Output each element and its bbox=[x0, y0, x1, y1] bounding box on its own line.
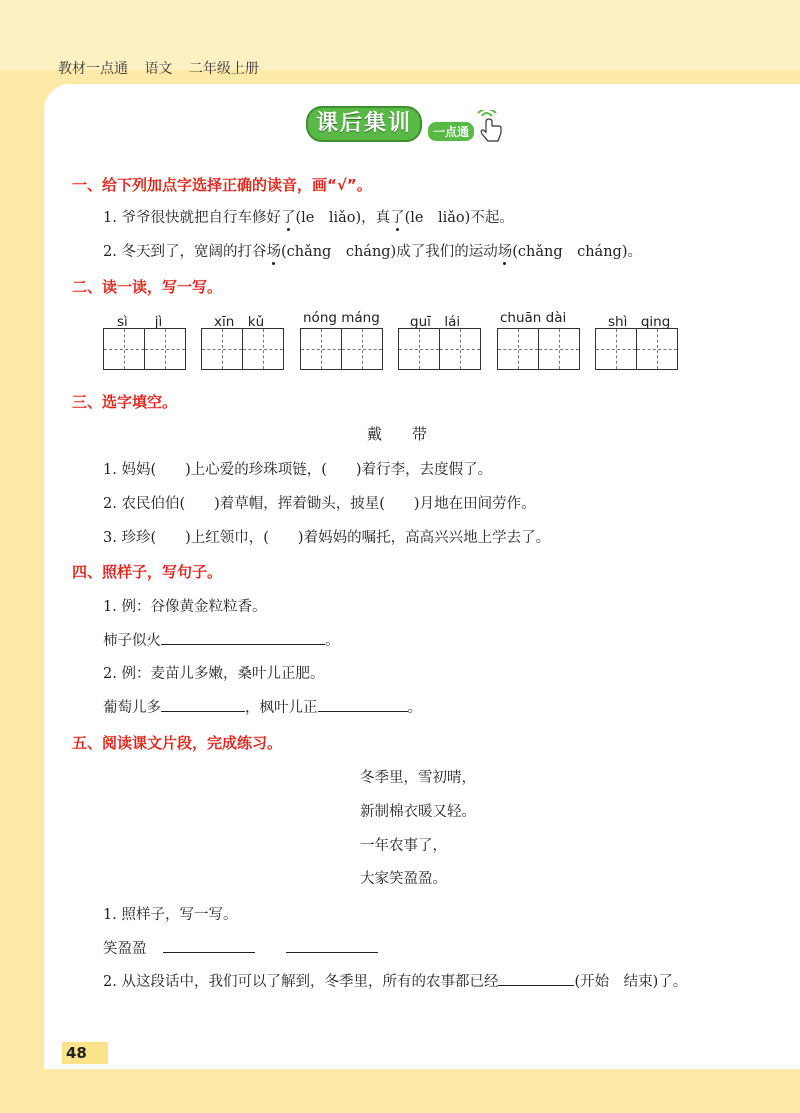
dotted-char: 场 bbox=[497, 244, 513, 260]
answer-blank[interactable] bbox=[318, 697, 408, 712]
question-1: 1. 照样子，写一写。 bbox=[103, 907, 238, 923]
pinyin-label: shì qing bbox=[608, 314, 671, 330]
writing-grid[interactable] bbox=[103, 328, 186, 370]
pinyin-label: chuān dài bbox=[500, 310, 567, 326]
answer-blank[interactable] bbox=[161, 630, 325, 645]
writing-grid[interactable] bbox=[398, 328, 481, 370]
header-book: 教材一点通 bbox=[58, 61, 128, 77]
header-grade: 二年级上册 bbox=[188, 61, 259, 77]
pinyin-label: xīn kǔ bbox=[214, 314, 265, 330]
answer-blank[interactable] bbox=[498, 971, 574, 986]
answer-suffix: 。 bbox=[407, 700, 422, 716]
item-number: 2. bbox=[103, 244, 117, 260]
example-1: 1. 例：谷像黄金粒粒香。 bbox=[103, 599, 267, 615]
section1-title: 一、给下列加点字选择正确的读音，画“√”。 bbox=[72, 176, 372, 194]
item-number: 1. bbox=[103, 210, 117, 226]
pinyin-label: sì jì bbox=[117, 314, 163, 330]
section2-title: 二、读一读，写一写。 bbox=[72, 278, 223, 296]
section3-title: 三、选字填空。 bbox=[72, 393, 178, 411]
pointing-hand-icon bbox=[476, 110, 506, 144]
answer-prefix: 葡萄儿多 bbox=[103, 700, 161, 716]
answer-line-1 bbox=[103, 629, 340, 650]
item-text: (chǎng cháng)成了我们的运动 bbox=[280, 244, 498, 260]
item-text: 冬天到了，宽阔的打谷 bbox=[121, 244, 267, 260]
section3-item-3: 3. 珍珍( )上红领巾，( )着妈妈的嘱托，高高兴兴地上学去了。 bbox=[103, 530, 551, 546]
writing-grid[interactable] bbox=[300, 328, 383, 370]
writing-grid[interactable] bbox=[201, 328, 284, 370]
banner-subtitle: 一点通 bbox=[428, 122, 474, 141]
example-2: 2. 例：麦苗儿多嫩，桑叶儿正肥。 bbox=[103, 666, 325, 682]
header-subject: 语文 bbox=[144, 61, 173, 77]
sample-word: 笑盈盈 bbox=[103, 941, 147, 957]
answer-mid: ，枫叶儿正 bbox=[245, 700, 318, 716]
dotted-char: 场 bbox=[266, 244, 281, 260]
question-2 bbox=[103, 970, 687, 991]
section3-item-1: 1. 妈妈( )上心爱的珍珠项链，( )着行李，去度假了。 bbox=[103, 462, 493, 478]
choice-words: 戴 带 bbox=[367, 425, 428, 443]
section1-item-2 bbox=[103, 240, 642, 261]
dotted-char: 了 bbox=[280, 210, 296, 226]
answer-blank[interactable] bbox=[286, 938, 378, 953]
answer-blank[interactable] bbox=[163, 938, 255, 953]
poem-line: 新制棉衣暖又轻。 bbox=[360, 804, 476, 820]
question-text: 2. 从这段话中，我们可以了解到，冬季里，所有的农事都已经 bbox=[103, 974, 499, 990]
item-text: (le liǎo)不起。 bbox=[404, 210, 514, 226]
item-text: (chǎng cháng)。 bbox=[512, 244, 642, 260]
section1-item-1 bbox=[103, 206, 514, 227]
poem-line: 一年农事了， bbox=[360, 838, 447, 854]
dotted-char: 了 bbox=[390, 210, 405, 226]
poem-line: 大家笑盈盈。 bbox=[360, 871, 447, 887]
writing-grid[interactable] bbox=[497, 328, 580, 370]
pinyin-label: guī lái bbox=[410, 314, 461, 330]
writing-grid[interactable] bbox=[595, 328, 678, 370]
item-text: (le liǎo)，真 bbox=[295, 210, 391, 226]
poem-line: 冬季里，雪初晴， bbox=[360, 770, 476, 786]
question-options: (开始 结束)了。 bbox=[574, 974, 688, 990]
section3-item-2: 2. 农民伯伯( )着草帽，挥着锄头，披星( )月地在田间劳作。 bbox=[103, 496, 536, 512]
answer-line-2 bbox=[103, 696, 422, 717]
running-header bbox=[58, 58, 271, 78]
answer-suffix: 。 bbox=[325, 633, 340, 649]
banner-title: 课后集训 bbox=[306, 106, 422, 142]
section5-title: 五、阅读课文片段，完成练习。 bbox=[72, 734, 283, 752]
answer-blank[interactable] bbox=[161, 697, 245, 712]
page-number: 48 bbox=[62, 1042, 108, 1064]
pinyin-label: nóng máng bbox=[303, 310, 380, 326]
item-text: 爷爷很快就把自行车修好 bbox=[121, 210, 281, 226]
answer-prefix: 柿子似火 bbox=[103, 633, 161, 649]
question-1-answer bbox=[103, 937, 378, 958]
section4-title: 四、照样子，写句子。 bbox=[72, 563, 223, 581]
